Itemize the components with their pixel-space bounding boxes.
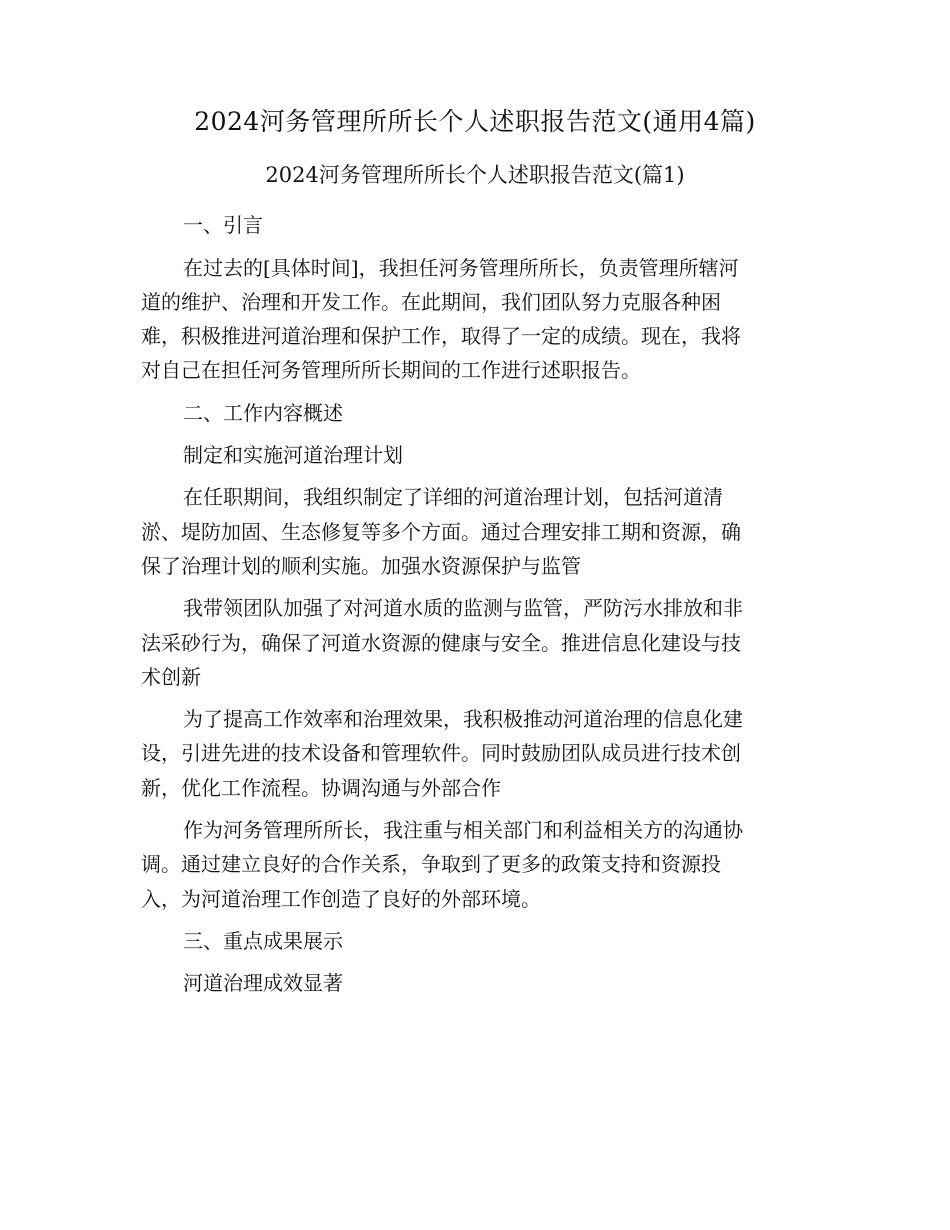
section-heading-overview: 二、工作内容概述	[183, 400, 343, 425]
paragraph-line: 为了提高工作效率和治理效果，我积极推动河道治理的信息化建	[183, 707, 743, 732]
subheading-plan: 制定和实施河道治理计划	[183, 443, 403, 468]
paragraph-line: 对自己在担任河务管理所所长期间的工作进行述职报告。	[141, 358, 641, 383]
section-heading-results: 三、重点成果展示	[183, 928, 343, 953]
paragraph-line: 我带领团队加强了对河道水质的监测与监管，严防污水排放和非	[183, 596, 743, 621]
paragraph-line: 淤、堤防加固、生态修复等多个方面。通过合理安排工期和资源，确	[141, 519, 741, 544]
subheading-results: 河道治理成效显著	[183, 971, 343, 996]
section-heading-intro: 一、引言	[183, 213, 263, 238]
paragraph-line: 设，引进先进的技术设备和管理软件。同时鼓励团队成员进行技术创	[141, 741, 741, 766]
paragraph-line: 难，积极推进河道治理和保护工作，取得了一定的成绩。现在，我将	[141, 324, 741, 349]
paragraph-line: 调。通过建立良好的合作关系，争取到了更多的政策支持和资源投	[141, 852, 721, 877]
document-body	[141, 208, 801, 1000]
paragraph-line: 术创新	[141, 664, 201, 689]
paragraph-line: 在任职期间，我组织制定了详细的河道治理计划，包括河道清	[183, 485, 723, 510]
paragraph-line: 作为河务管理所所长，我注重与相关部门和利益相关方的沟通协	[183, 818, 743, 843]
paragraph-line: 法采砂行为，确保了河道水资源的健康与安全。推进信息化建设与技	[141, 630, 741, 655]
document-title: 2024河务管理所所长个人述职报告范文(通用4篇)	[194, 107, 756, 136]
paragraph-line: 入，为河道治理工作创造了良好的外部环境。	[141, 886, 541, 911]
paragraph-line: 在过去的[具体时间]，我担任河务管理所所长，负责管理所辖河	[183, 255, 739, 280]
paragraph-line: 道的维护、治理和开发工作。在此期间，我们团队努力克服各种困	[141, 289, 721, 314]
paragraph-line: 新，优化工作流程。协调沟通与外部合作	[141, 775, 501, 800]
document-subtitle: 2024河务管理所所长个人述职报告范文(篇1)	[265, 163, 685, 187]
paragraph-line: 保了治理计划的顺利实施。加强水资源保护与监管	[141, 553, 581, 578]
